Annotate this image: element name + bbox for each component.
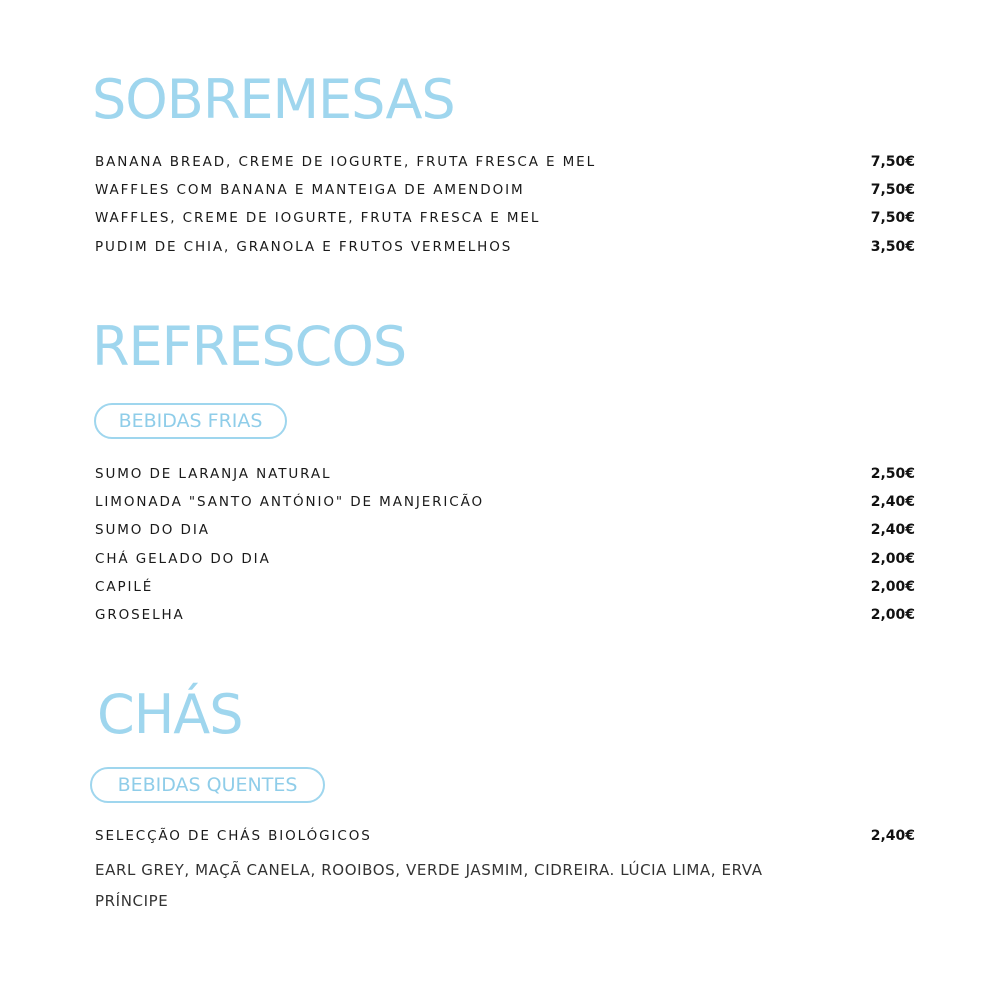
menu-item-price: 7,50€ — [870, 182, 915, 199]
menu-list-refrescos — [95, 460, 915, 629]
menu-item — [95, 545, 915, 573]
menu-item-name: CHÁ GELADO DO DIA — [95, 550, 271, 567]
menu-item-name: WAFFLES, CREME DE IOGURTE, FRUTA FRESCA E MEL — [95, 210, 541, 227]
menu-list-sobremesas — [95, 148, 915, 261]
menu-item-name: SUMO DO DIA — [95, 522, 210, 539]
menu-item-price: 2,40€ — [870, 494, 915, 511]
menu-item — [95, 460, 915, 488]
section-title-chas: CHÁS — [97, 683, 243, 746]
menu-item-price: 7,50€ — [870, 154, 915, 171]
section-title-refrescos: REFRESCOS — [92, 315, 407, 378]
tea-varieties-note: EARL GREY, MAÇÃ CANELA, ROOIBOS, VERDE JASMIM, CIDREIRA. LÚCIA LIMA, ERVA PRÍNCIPE — [95, 861, 763, 910]
menu-item — [95, 516, 915, 544]
menu-item — [95, 233, 915, 261]
menu-item-price: 2,00€ — [870, 607, 915, 624]
menu-item-name: SUMO DE LARANJA NATURAL — [95, 466, 332, 483]
menu-item-name: LIMONADA "SANTO ANTÓNIO" DE MANJERICÃO — [95, 494, 485, 511]
menu-item-name: GROSELHA — [95, 607, 185, 624]
menu-item-name: PUDIM DE CHIA, GRANOLA E FRUTOS VERMELHOS — [95, 238, 513, 255]
menu-item — [95, 601, 915, 629]
section-title-sobremesas: SOBREMESAS — [92, 68, 455, 131]
menu-item-price: 7,50€ — [870, 210, 915, 227]
menu-item-price: 2,40€ — [870, 828, 915, 845]
menu-item-price: 3,50€ — [870, 238, 915, 255]
menu-item-name: BANANA BREAD, CREME DE IOGURTE, FRUTA FRESCA E MEL — [95, 154, 597, 171]
tag-bebidas-quentes: BEBIDAS QUENTES — [90, 767, 325, 803]
menu-item-price: 2,00€ — [870, 578, 915, 595]
menu-item-price: 2,00€ — [870, 550, 915, 567]
menu-item-name: CAPILÉ — [95, 578, 154, 595]
menu-item — [95, 822, 915, 850]
menu-item — [95, 573, 915, 601]
menu-item — [95, 148, 915, 176]
menu-item — [95, 204, 915, 232]
menu-item-price: 2,40€ — [870, 522, 915, 539]
menu-item — [95, 488, 915, 516]
tag-bebidas-frias: BEBIDAS FRIAS — [94, 403, 287, 439]
menu-item — [95, 176, 915, 204]
menu-item-name: SELECÇÃO DE CHÁS BIOLÓGICOS — [95, 828, 372, 845]
menu-list-chas — [95, 822, 915, 850]
menu-item-price: 2,50€ — [870, 466, 915, 483]
menu-item-name: WAFFLES COM BANANA E MANTEIGA DE AMENDOIM — [95, 182, 525, 199]
